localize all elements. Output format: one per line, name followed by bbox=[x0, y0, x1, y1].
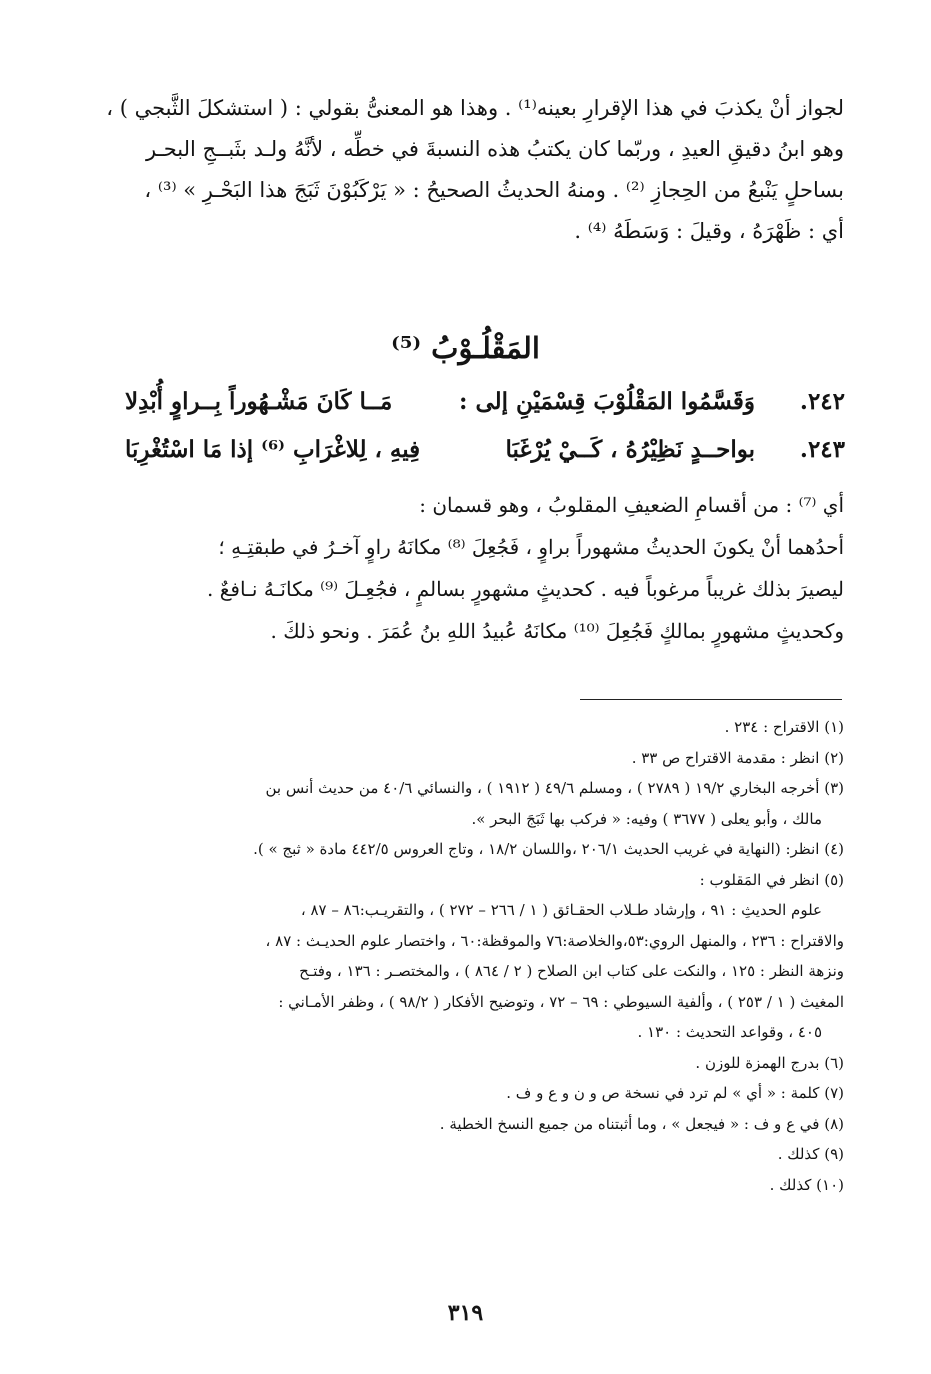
footnote-line: مالك ، وأبو يعلى ( ٣٦٧٧ ) وفيه: « فركب بها ثَبَجَ البحر ». bbox=[471, 809, 822, 828]
footnote-line: (٨) في ع و ف : « فيجعل » ، وما أثبتناه من جميع النسخ الخطية . bbox=[439, 1114, 844, 1133]
page-number: ٣١٩ bbox=[447, 1300, 484, 1326]
paragraph-line: ليصيرَ بذلك غريباً مرغوباً فيه . كحديثٍ مشهورٍ بسالمٍ ، فجُعِـلَ ⁽⁹⁾ مكانَـهُ نـافعٌ . bbox=[207, 577, 844, 601]
body-line: أي : ظَهْرَهُ ، وقيلَ : وَسَطَهُ ⁽⁴⁾ . bbox=[574, 219, 844, 243]
footnote-line: علوم الحديثِ : ٩١ ، وإرشاد طـلاب الحقـائق ( ١ / ٢٦٦ – ٢٧٢ ) ، والتقريـب:٨٦ – ٨٧ ، bbox=[300, 901, 822, 919]
footnote-line: (٦) بدرج الهمزة للوزن . bbox=[695, 1053, 844, 1072]
paragraph-line: أي ⁽⁷⁾ : من أقسامِ الضعيفِ المقلوبُ ، وهو قسمان : bbox=[419, 493, 844, 517]
verse-first-hemistich: بواحــدٍ نَظِيْرُهُ ، كَــيْ يُرْغَبَا bbox=[505, 436, 755, 463]
commentary-paragraph bbox=[88, 484, 844, 652]
paragraph-line: وكحديثٍ مشهورٍ بمالكٍ فَجُعِلَ ⁽¹⁰⁾ مكانَهُ عُبيدُ اللهِ بنُ عُمَرَ . ونحو ذلكَ . bbox=[270, 619, 844, 643]
verse-first-hemistich: وَقَسَّمُوا المَقْلُوْبَ قِسْمَيْنِ إلى : bbox=[458, 388, 755, 415]
footnote-line: (٧) كلمة : « أي » لم ترد في نسخة ص و ن و ع و ف . bbox=[506, 1084, 844, 1102]
verse-line bbox=[125, 430, 845, 478]
footnote-line: (٩) كذلك . bbox=[777, 1145, 844, 1163]
footnote-line: ٤٠٥ ، وقواعد التحديث : ١٣٠ . bbox=[637, 1023, 822, 1041]
body-line: لجواز أنْ يكذبَ في هذا الإقرارِ بعينه⁽¹⁾ . وهذا هو المعنىُّ بقولي : ( استشكلَ الثَّبجي ) ، bbox=[106, 96, 844, 120]
verse-number: ٢٤٣. bbox=[799, 436, 845, 463]
body-line: بساحلٍ يَنْبعُ من الحِجازِ ⁽²⁾ . ومنهُ الحديثُ الصحيحُ : « يَرْكَبُوْنَ ثَبَجَ هذا البَحْـرِ » ⁽³⁾ ، bbox=[144, 178, 844, 202]
body-text bbox=[88, 88, 844, 252]
footnote-line: (٤) انظر: (النهاية في غريب الحديث ٢٠٦/١ ،واللسان ١٨/٢ ، وتاج العروس ٤٤٢/٥ مادة « ثبج » ). bbox=[253, 840, 844, 858]
body-line: وهو ابنُ دقيقِ العيدِ ، وربّما كان يكتبُ هذه النسبةَ في خطِّه ، لأنَّهُ ولـد بثَبــجِ البحـر bbox=[146, 137, 844, 161]
footnote-line: المغيث ( ١ / ٢٥٣ ) ، وألفية السيوطي : ٦٩ – ٧٢ ، وتوضيح الأفكار ( ٩٨/٢ ) ، وظفر الأمـاني : bbox=[278, 992, 844, 1011]
paragraph-line: أحدُهما أنْ يكونَ الحديثُ مشهوراً براوٍ ، فَجُعِلَ ⁽⁸⁾ مكانَهُ راوٍ آخـرُ في طبقتِـهِ ؛ bbox=[218, 535, 844, 559]
footnote-line: ونزهة النظر : ١٢٥ ، والنكت على كتاب ابن الصلاح ( ٢ / ٨٦٤ ) ، والمختصـر : ١٣٦ ، وفتـح bbox=[299, 962, 844, 980]
footnote-line: والاقتراح : ٢٣٦ ، والمنهل الروي:٥٣،والخلاصة:٧٦ والموقظة:٦٠ ، واختصار علوم الحديـث : ٨٧ ، bbox=[265, 931, 844, 950]
footnotes bbox=[88, 712, 844, 1200]
verse-line bbox=[125, 382, 845, 430]
verse-number: ٢٤٢. bbox=[799, 388, 845, 415]
section-title: المَقْلُـوْبُ ⁽⁵⁾ bbox=[391, 331, 540, 365]
footnote-line: (٥) انظر في المَقلوب : bbox=[699, 870, 844, 889]
footnote-line: (٢) انظر : مقدمة الاقتراح ص ٣٣ . bbox=[631, 748, 844, 767]
footnote-line: (٣) أخرجه البخاري ١٩/٢ ( ٢٧٨٩ ) ، ومسلم ٤٩/٦ ( ١٩١٢ ) ، والنسائي ٤٠/٦ من حديث أنس بن bbox=[265, 779, 844, 797]
footnote-line: (١) الاقتراح : ٢٣٤ . bbox=[724, 718, 844, 736]
verse-second-hemistich: فِيهِ ، لِلاغْرَابِ ⁽⁶⁾ إذا مَا اسْتُغْرِبَا bbox=[125, 436, 421, 463]
verse-second-hemistich: مَــا كَانَ مَشْـهُوراً بِــراوٍ أُبْدِلا bbox=[125, 388, 393, 415]
footnote-divider bbox=[580, 699, 842, 700]
footnote-line: (١٠) كذلك . bbox=[769, 1175, 844, 1194]
